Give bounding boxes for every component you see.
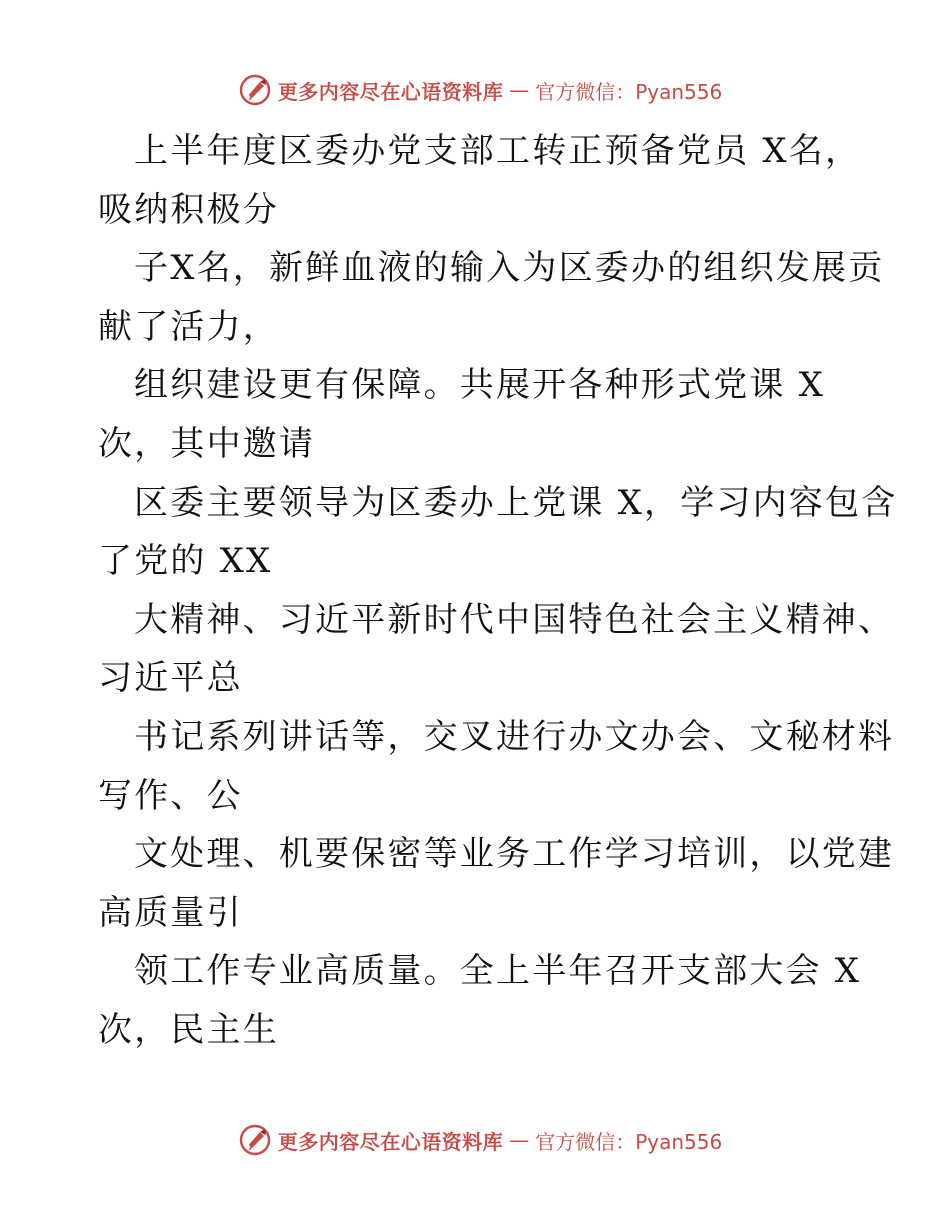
paragraph-line: 高质量引 [98,892,243,933]
paragraph-line: 上半年度区委办党支部工转正预备党员 X名， [134,131,862,171]
paragraph-line: 组织建设更有保障。共展开各种形式党课 X [134,365,826,406]
paragraph-line: 吸纳积极分 [98,189,279,230]
paragraph-line: 习近平总 [98,658,243,699]
paragraph-line: 次，其中邀请 [98,423,316,464]
header-brand-text: 更多内容尽在心语资料库 [277,79,504,104]
header-dash: — [509,78,530,102]
paragraph-line: 文处理、机要保密等业务工作学习培训，以党建 [134,834,895,875]
paragraph-line: 子X名，新鲜血液的输入为区委办的组织发展贡 [134,248,885,289]
paragraph-line: 书记系列讲话等，交叉进行办文办会、文秘材料 [134,716,895,757]
document-body [98,122,898,1060]
paragraph-line: 献了活力， [98,306,279,347]
paragraph-line: 次，民主生 [98,1009,279,1050]
quill-logo-icon [238,73,272,107]
footer-dash: — [509,1128,530,1152]
paragraph-line: 领工作专业高质量。全上半年召开支部大会 X [134,951,862,992]
footer-contact-text: 官方微信：Pyan556 [535,1129,723,1154]
header-banner-content [228,73,723,107]
footer-banner [0,1120,950,1160]
quill-logo-icon [238,1123,272,1157]
paragraph-line: 大精神、习近平新时代中国特色社会主义精神、 [134,599,895,640]
footer-brand-text: 更多内容尽在心语资料库 [277,1129,504,1154]
footer-banner-content [228,1123,723,1157]
header-contact-text: 官方微信：Pyan556 [535,79,723,104]
paragraph-line: 写作、公 [98,775,243,816]
paragraph-line: 了党的 XX [98,541,273,582]
header-banner [0,70,950,110]
paragraph-line: 区委主要领导为区委办上党课 X，学习内容包含 [134,482,898,523]
